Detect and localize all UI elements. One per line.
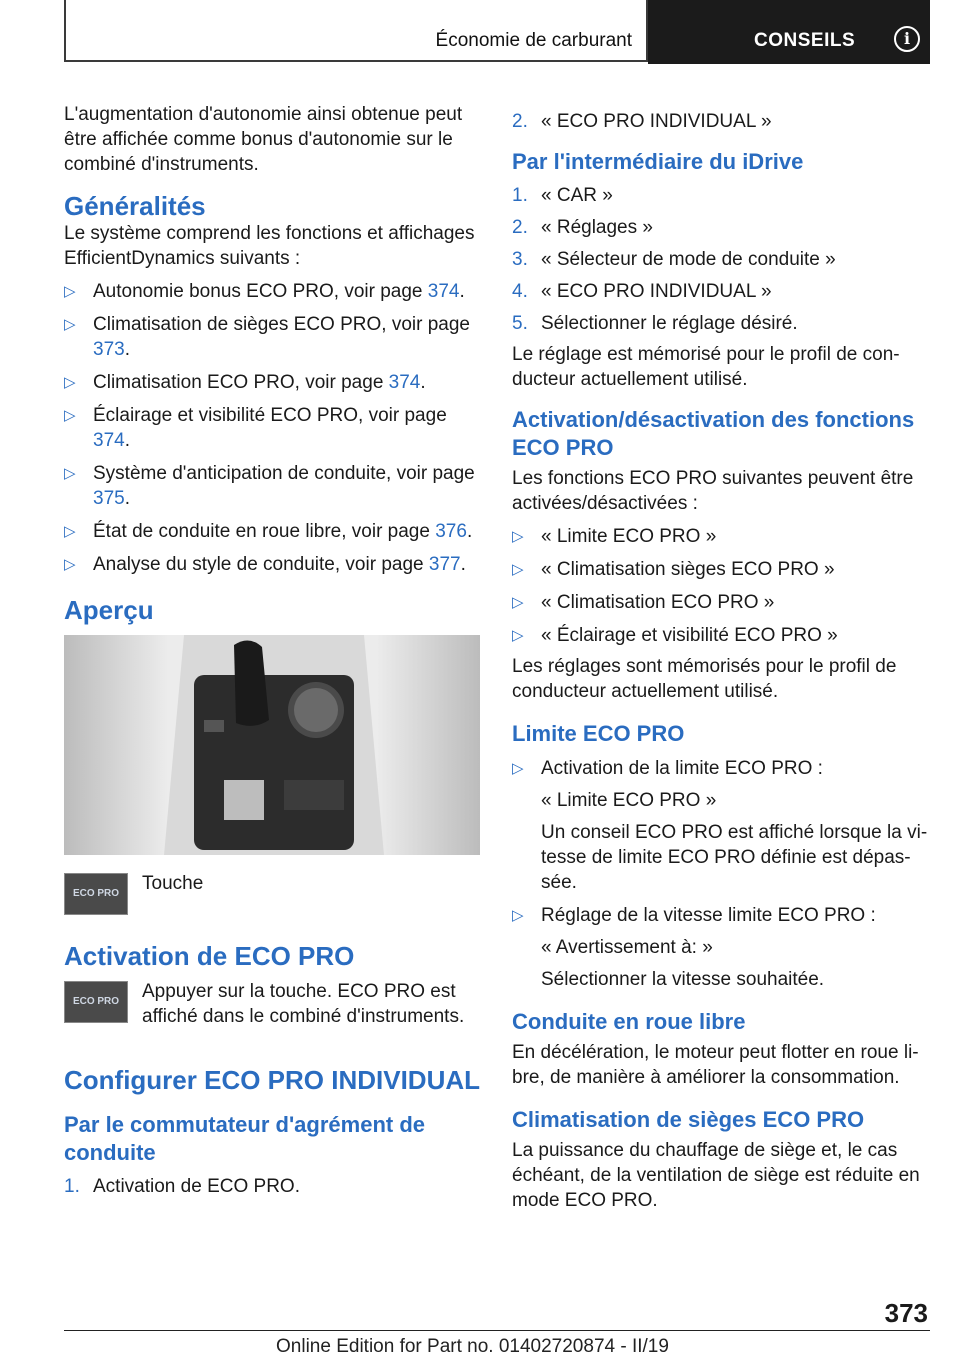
general-text: Le système comprend les fonctions et affichages EfficientDynamics suivants : <box>64 223 475 269</box>
feature-list-item <box>64 403 480 453</box>
step-item <box>512 215 930 240</box>
page-link[interactable]: 374 <box>93 430 125 451</box>
page-link[interactable]: 374 <box>427 281 460 302</box>
feature-list <box>64 279 480 577</box>
heading-commutateur: Par le commutateur d'agrément de conduite <box>64 1112 426 1165</box>
feature-list-item <box>64 370 480 395</box>
heading-idrive: Par l'intermédiaire du iDrive <box>512 149 804 174</box>
feature-text: Autonomie bonus ECO PRO, voir page <box>93 281 428 302</box>
step-text: Activation de ECO PRO. <box>93 1176 300 1197</box>
step-text: Sélectionner le réglage désiré. <box>541 313 798 334</box>
limite-1: Activation de la limite ECO PRO : <box>541 758 823 779</box>
heading-sieges: Climatisation de sièges ECO PRO <box>512 1107 865 1132</box>
step-text: « ECO PRO INDIVIDUAL » <box>541 111 772 132</box>
activation-intro: Les fonctions ECO PRO suivantes peuvent être activées/désactivées : <box>512 468 914 514</box>
step-number: 2. <box>512 111 528 132</box>
limite-1b: Un conseil ECO PRO est affiché lorsque la vitesse de limite ECO PRO définie est dépassée. <box>541 822 928 893</box>
punct: . <box>466 521 473 542</box>
page-header <box>64 0 930 64</box>
bullet-icon: ▷ <box>512 594 524 611</box>
step-number: 1. <box>512 185 528 206</box>
bullet-icon: ▷ <box>512 561 524 578</box>
limite-1a: « Limite ECO PRO » <box>541 790 717 811</box>
step-item <box>64 1174 480 1199</box>
page-number: 373 <box>884 1298 928 1328</box>
activation-item-text: « Éclairage et visibilité ECO PRO » <box>541 625 838 646</box>
page-link[interactable]: 376 <box>435 521 467 542</box>
page-link[interactable]: 374 <box>388 372 421 393</box>
bullet-icon: ▷ <box>64 407 76 424</box>
feature-text: Climatisation de sièges ECO PRO, voir page <box>93 314 470 335</box>
step-item <box>512 247 930 272</box>
limite-2b: Sélectionner la vitesse souhaitée. <box>541 969 825 990</box>
category-title: CONSEILS <box>754 30 856 51</box>
activation-item-text: « Climatisation sièges ECO PRO » <box>541 559 835 580</box>
step-text: « Réglages » <box>541 217 653 238</box>
feature-text: Éclairage et visibilité ECO PRO, voir page <box>93 405 447 426</box>
section-title: Économie de carburant <box>435 30 632 51</box>
bullet-icon: ▷ <box>512 528 524 545</box>
step-number: 1. <box>64 1176 80 1197</box>
heading-activation: Activation de ECO PRO <box>64 941 355 971</box>
bullet-icon: ▷ <box>64 465 76 482</box>
punct: . <box>124 339 130 360</box>
memo2-text: Les réglages sont mémorisés pour le profil de conducteur actuellement utilisé. <box>512 656 897 702</box>
step-item <box>512 279 930 304</box>
console-photo <box>64 635 480 855</box>
step-item <box>512 183 930 208</box>
bullet-icon: ▷ <box>64 283 76 300</box>
punct: . <box>459 281 465 302</box>
edition-text: Online Edition for Part no. 01402720874 - II/19 <box>276 1336 669 1357</box>
heading-apercu: Aperçu <box>64 595 154 625</box>
step-text: « Sélecteur de mode de conduite » <box>541 249 836 270</box>
idrive-steps <box>512 183 930 336</box>
feature-text: État de conduite en roue libre, voir page <box>93 521 436 542</box>
category-tab <box>648 0 930 64</box>
feature-list-item <box>64 461 480 511</box>
step-item <box>512 109 930 134</box>
bullet-icon: ▷ <box>64 374 76 391</box>
activation-list-item <box>512 623 930 648</box>
bullet-icon: ▷ <box>512 760 524 777</box>
activation-text: Appuyer sur la touche. ECO PRO est affiché dans le combiné d'instruments. <box>142 981 465 1027</box>
bullet-icon: ▷ <box>64 523 76 540</box>
bullet-icon: ▷ <box>512 907 524 924</box>
activation-item-text: « Limite ECO PRO » <box>541 526 717 547</box>
activation-list-item <box>512 524 930 549</box>
eco-pro-button-icon: ECO PRO <box>64 873 128 915</box>
punct: . <box>124 430 130 451</box>
activation-list-item <box>512 590 930 615</box>
heading-generalites: Généralités <box>64 191 206 221</box>
left-column <box>64 102 480 1199</box>
activation-block <box>64 979 480 1035</box>
heading-configurer: Configurer ECO PRO INDIVIDUAL <box>64 1065 481 1095</box>
heading-activation-desactivation: Activation/désactivation des fonctions ECO PRO <box>512 407 915 460</box>
footer-divider <box>64 1330 930 1331</box>
limite-item-2 <box>512 903 930 992</box>
feature-text: Système d'anticipation de conduite, voir page <box>93 463 475 484</box>
step-number: 5. <box>512 313 528 334</box>
page-link[interactable]: 377 <box>428 554 461 575</box>
sieges-text: La puissance du chauffage de siège et, le cas échéant, de la ventilation de siège est réduite en mode ECO PRO. <box>512 1140 920 1211</box>
info-icon: i <box>894 26 920 52</box>
right-column <box>512 102 930 1213</box>
step-item <box>512 311 930 336</box>
limite-2a: « Avertissement à: » <box>541 937 713 958</box>
intro-text: L'augmentation d'autonomie ainsi obtenue peut être affichée comme bonus d'autonomie sur le combiné d'instruments. <box>64 104 463 175</box>
feature-text: Analyse du style de conduite, voir page <box>93 554 429 575</box>
step-text: « ECO PRO INDIVIDUAL » <box>541 281 772 302</box>
step-number: 4. <box>512 281 528 302</box>
feature-list-item <box>64 519 480 544</box>
punct: . <box>420 372 426 393</box>
limite-item-1 <box>512 756 930 895</box>
heading-roue-libre: Conduite en roue libre <box>512 1009 746 1034</box>
activation-item-text: « Climatisation ECO PRO » <box>541 592 775 613</box>
bullet-icon: ▷ <box>64 556 76 573</box>
roue-libre-text: En décélération, le moteur peut flotter en roue libre, de manière à améliorer la consommation. <box>512 1042 919 1088</box>
activation-list <box>512 524 930 648</box>
feature-list-item <box>64 279 480 304</box>
eco-pro-button-icon: ECO PRO <box>64 981 128 1023</box>
punct: . <box>460 554 466 575</box>
step-text: « CAR » <box>541 185 613 206</box>
bullet-icon: ▷ <box>64 316 76 333</box>
touche-label: Touche <box>142 873 204 894</box>
step-number: 2. <box>512 217 528 238</box>
limite-2: Réglage de la vitesse limite ECO PRO : <box>541 905 876 926</box>
heading-limite: Limite ECO PRO <box>512 721 685 746</box>
feature-list-item <box>64 552 480 577</box>
page-link[interactable]: 375 <box>93 488 125 509</box>
commutateur-steps <box>64 1174 480 1199</box>
activation-list-item <box>512 557 930 582</box>
punct: . <box>124 488 130 509</box>
section-tab <box>64 0 648 62</box>
feature-text: Climatisation ECO PRO, voir page <box>93 372 389 393</box>
commutateur-steps-cont <box>512 109 930 134</box>
button-legend <box>64 871 480 921</box>
page-link[interactable]: 373 <box>93 339 125 360</box>
bullet-icon: ▷ <box>512 627 524 644</box>
feature-list-item <box>64 312 480 362</box>
memo-text: Le réglage est mémorisé pour le profil de conducteur actuellement utilisé. <box>512 344 900 390</box>
step-number: 3. <box>512 249 528 270</box>
